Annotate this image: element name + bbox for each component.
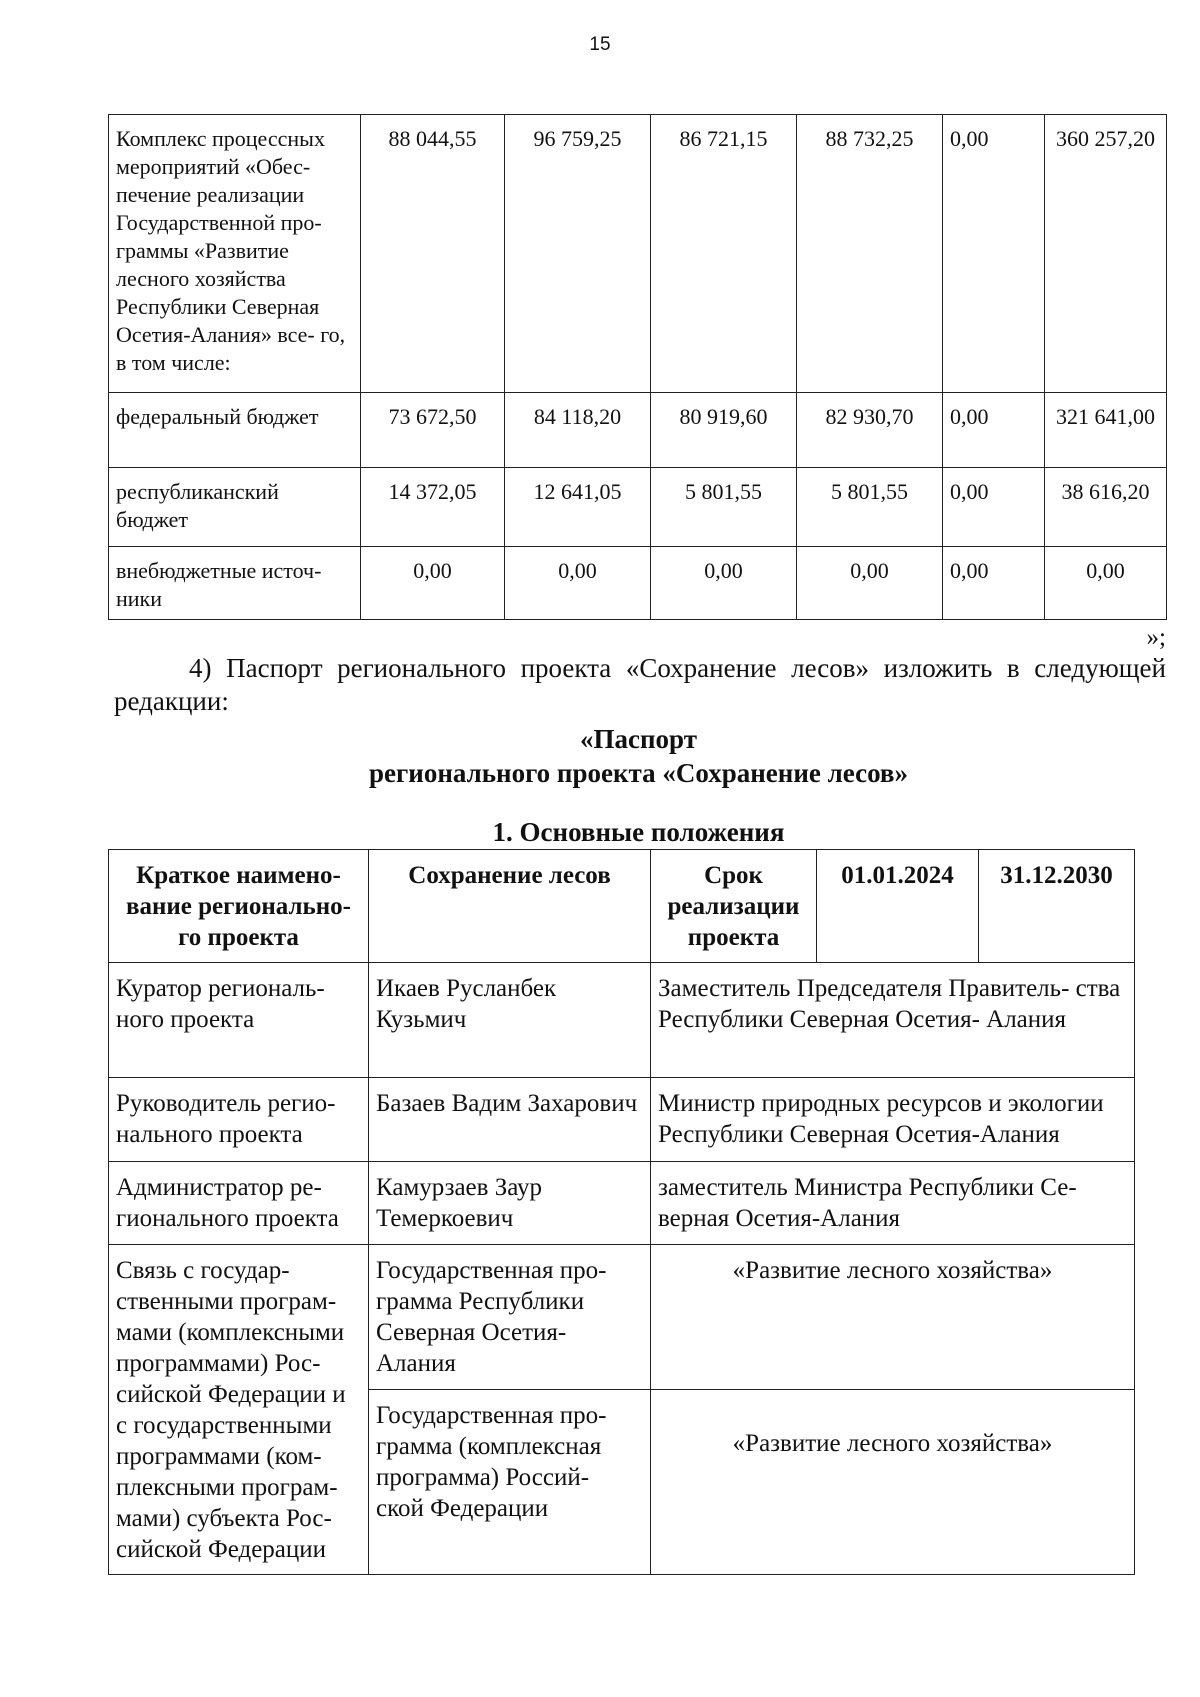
value-cell: 86 721,15 (651, 115, 797, 393)
value-cell: 84 118,20 (505, 393, 651, 468)
passport-header-row (109, 850, 1135, 963)
value-cell: 0,00 (943, 547, 1045, 620)
passport-title-line: регионального проекта «Сохранение лесов» (369, 758, 908, 788)
section-heading: 1. Основные положения (492, 817, 785, 847)
term-label: Срок реализации проекта (651, 850, 817, 963)
person-name: Базаев Вадим Захарович (369, 1078, 651, 1162)
person-name: Камурзаев Заур Темеркоевич (369, 1162, 651, 1245)
end-date: 31.12.2030 (979, 850, 1135, 963)
value-cell: 0,00 (651, 547, 797, 620)
program-type: Государственная про- грамма Республики Северная Осетия- Алания (369, 1245, 651, 1390)
passport-title-line: «Паспорт (580, 724, 697, 754)
short-name-value: Сохранение лесов (369, 850, 651, 963)
value-cell: 5 801,55 (651, 468, 797, 547)
short-name-label: Краткое наимено- вание регионально- го проекта (109, 850, 369, 963)
role-label: Администратор ре- гионального проекта (109, 1162, 369, 1245)
value-cell: 14 372,05 (361, 468, 505, 547)
value-cell: 0,00 (943, 393, 1045, 468)
page-number: 15 (589, 34, 611, 55)
amendment-paragraph: 4) Паспорт регионального проекта «Сохранение лесов» изложить в следующей редакции: (114, 653, 1166, 716)
row-name: федеральный бюджет (109, 393, 361, 468)
value-cell: 12 641,05 (505, 468, 651, 547)
program-type: Государственная про- грамма (комплексная программа) Россий- ской Федерации (369, 1390, 651, 1575)
row-name: республиканский бюджет (109, 468, 361, 547)
financing-table (108, 114, 1167, 620)
person-position: Министр природных ресурсов и экологии Республики Северная Осетия-Алания (651, 1078, 1135, 1162)
table-row (109, 1078, 1135, 1162)
table-row (109, 963, 1135, 1078)
table-row (109, 547, 1167, 620)
person-position: заместитель Министра Республики Се- верная Осетия-Алания (651, 1162, 1135, 1245)
passport-table (108, 849, 1135, 1575)
total-cell: 0,00 (1045, 547, 1167, 620)
value-cell: 80 919,60 (651, 393, 797, 468)
table-row (109, 115, 1167, 393)
value-cell: 88 044,55 (361, 115, 505, 393)
row-name: внебюджетные источ- ники (109, 547, 361, 620)
passport-title (0, 722, 1200, 790)
program-name: «Развитие лесного хозяйства» (651, 1245, 1135, 1390)
value-cell: 82 930,70 (797, 393, 943, 468)
closing-quote: »; (1146, 624, 1166, 651)
value-cell: 5 801,55 (797, 468, 943, 547)
program-links-label: Связь с государ- ственными програм- мами (комплексными программами) Рос- сийской Федерации и с государственными программами (ком- плексными програм- мами) субъекта Рос- сийской Федерации (109, 1245, 369, 1575)
person-name: Икаев Русланбек Кузьмич (369, 963, 651, 1078)
table-row (109, 1245, 1135, 1390)
value-cell: 73 672,50 (361, 393, 505, 468)
table-row (109, 1162, 1135, 1245)
role-label: Руководитель регио- нального проекта (109, 1078, 369, 1162)
value-cell: 0,00 (797, 547, 943, 620)
program-name: «Развитие лесного хозяйства» (651, 1390, 1135, 1575)
value-cell: 0,00 (361, 547, 505, 620)
table-row (109, 393, 1167, 468)
total-cell: 38 616,20 (1045, 468, 1167, 547)
value-cell: 96 759,25 (505, 115, 651, 393)
total-cell: 321 641,00 (1045, 393, 1167, 468)
value-cell: 88 732,25 (797, 115, 943, 393)
value-cell: 0,00 (943, 468, 1045, 547)
value-cell: 0,00 (943, 115, 1045, 393)
table-row (109, 468, 1167, 547)
start-date: 01.01.2024 (817, 850, 979, 963)
total-cell: 360 257,20 (1045, 115, 1167, 393)
value-cell: 0,00 (505, 547, 651, 620)
role-label: Куратор региональ- ного проекта (109, 963, 369, 1078)
row-name: Комплекс процессных мероприятий «Обес- печение реализации Государственной про- граммы «Развитие лесного хозяйства Республики Северная Осетия-Алания» все- го, в том числе: (109, 115, 361, 393)
person-position: Заместитель Председателя Правитель- ства Республики Северная Осетия- Алания (651, 963, 1135, 1078)
